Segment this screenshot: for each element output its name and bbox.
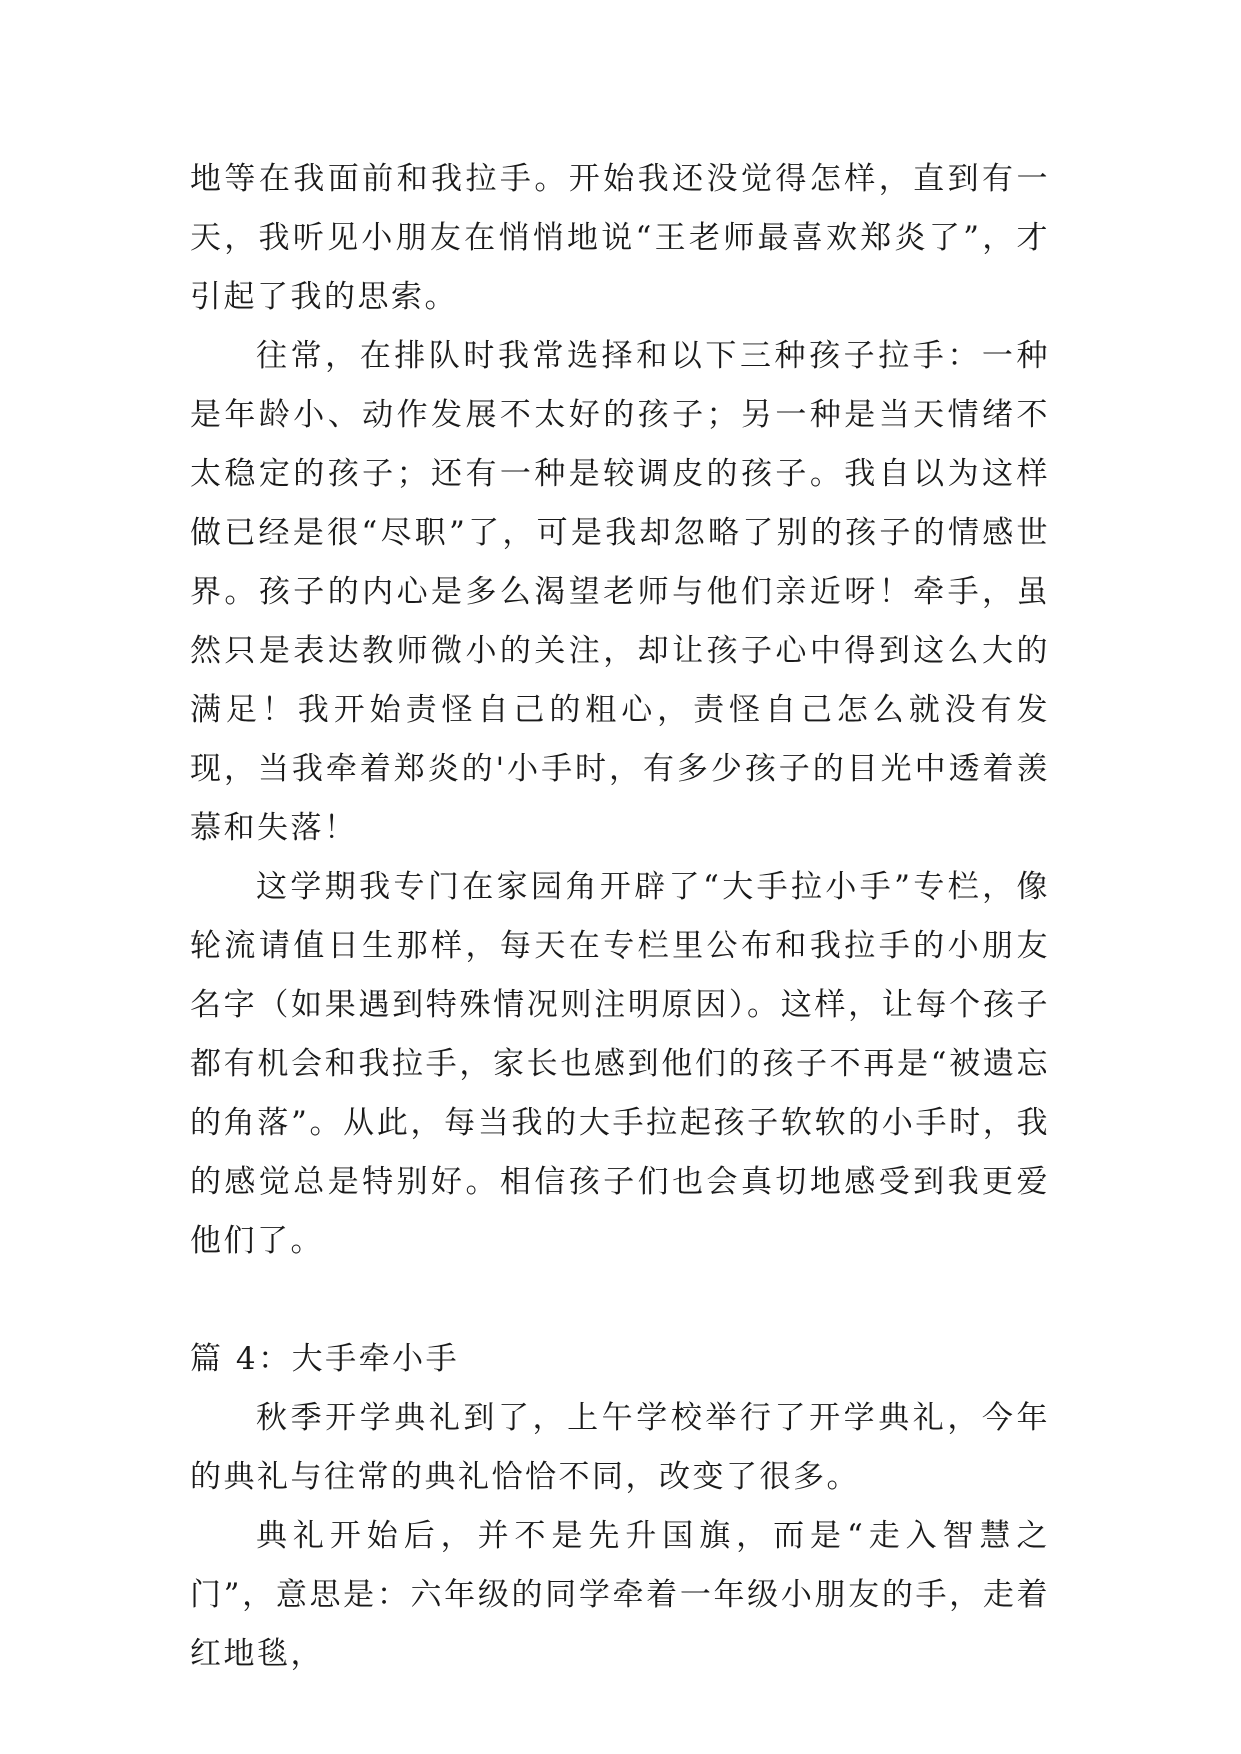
document-body: [190, 150, 1050, 1684]
paragraph-4: 秋季开学典礼到了，上午学校举行了开学典礼，今年的典礼与往常的典礼恰恰不同，改变了很多。: [190, 1400, 1050, 1495]
section-gap: [190, 1271, 1050, 1330]
paragraph-3: 这学期我专门在家园角开辟了“大手拉小手”专栏，像轮流请值日生那样，每天在专栏里公布和我拉手的小朋友名字（如果遇到特殊情况则注明原因）。这样，让每个孩子都有机会和我拉手，家长也感到他们的孩子不再是“被遗忘的角落”。从此，每当我的大手拉起孩子软软的小手时，我的感觉总是特别好。相信孩子们也会真切地感受到我更爱他们了。: [190, 869, 1050, 1259]
paragraph-2: 往常，在排队时我常选择和以下三种孩子拉手：一种是年龄小、动作发展不太好的孩子；另一种是当天情绪不太稳定的孩子；还有一种是较调皮的孩子。我自以为这样做已经是很“尽职”了，可是我却忽略了别的孩子的情感世界。孩子的内心是多么渴望老师与他们亲近呀！牵手，虽然只是表达教师微小的关注，却让孩子心中得到这么大的满足！我开始责怪自己的粗心，责怪自己怎么就没有发现，当我牵着郑炎的'小手时，有多少孩子的目光中透着羡慕和失落！: [190, 338, 1050, 846]
paragraph-1: 地等在我面前和我拉手。开始我还没觉得怎样，直到有一天，我听见小朋友在悄悄地说“王老师最喜欢郑炎了”，才引起了我的思索。: [190, 161, 1050, 315]
section-heading: 篇 4：大手牵小手: [190, 1341, 460, 1377]
paragraph-5: 典礼开始后，并不是先升国旗，而是“走入智慧之门”，意思是：六年级的同学牵着一年级小朋友的手，走着红地毯，: [190, 1518, 1050, 1672]
